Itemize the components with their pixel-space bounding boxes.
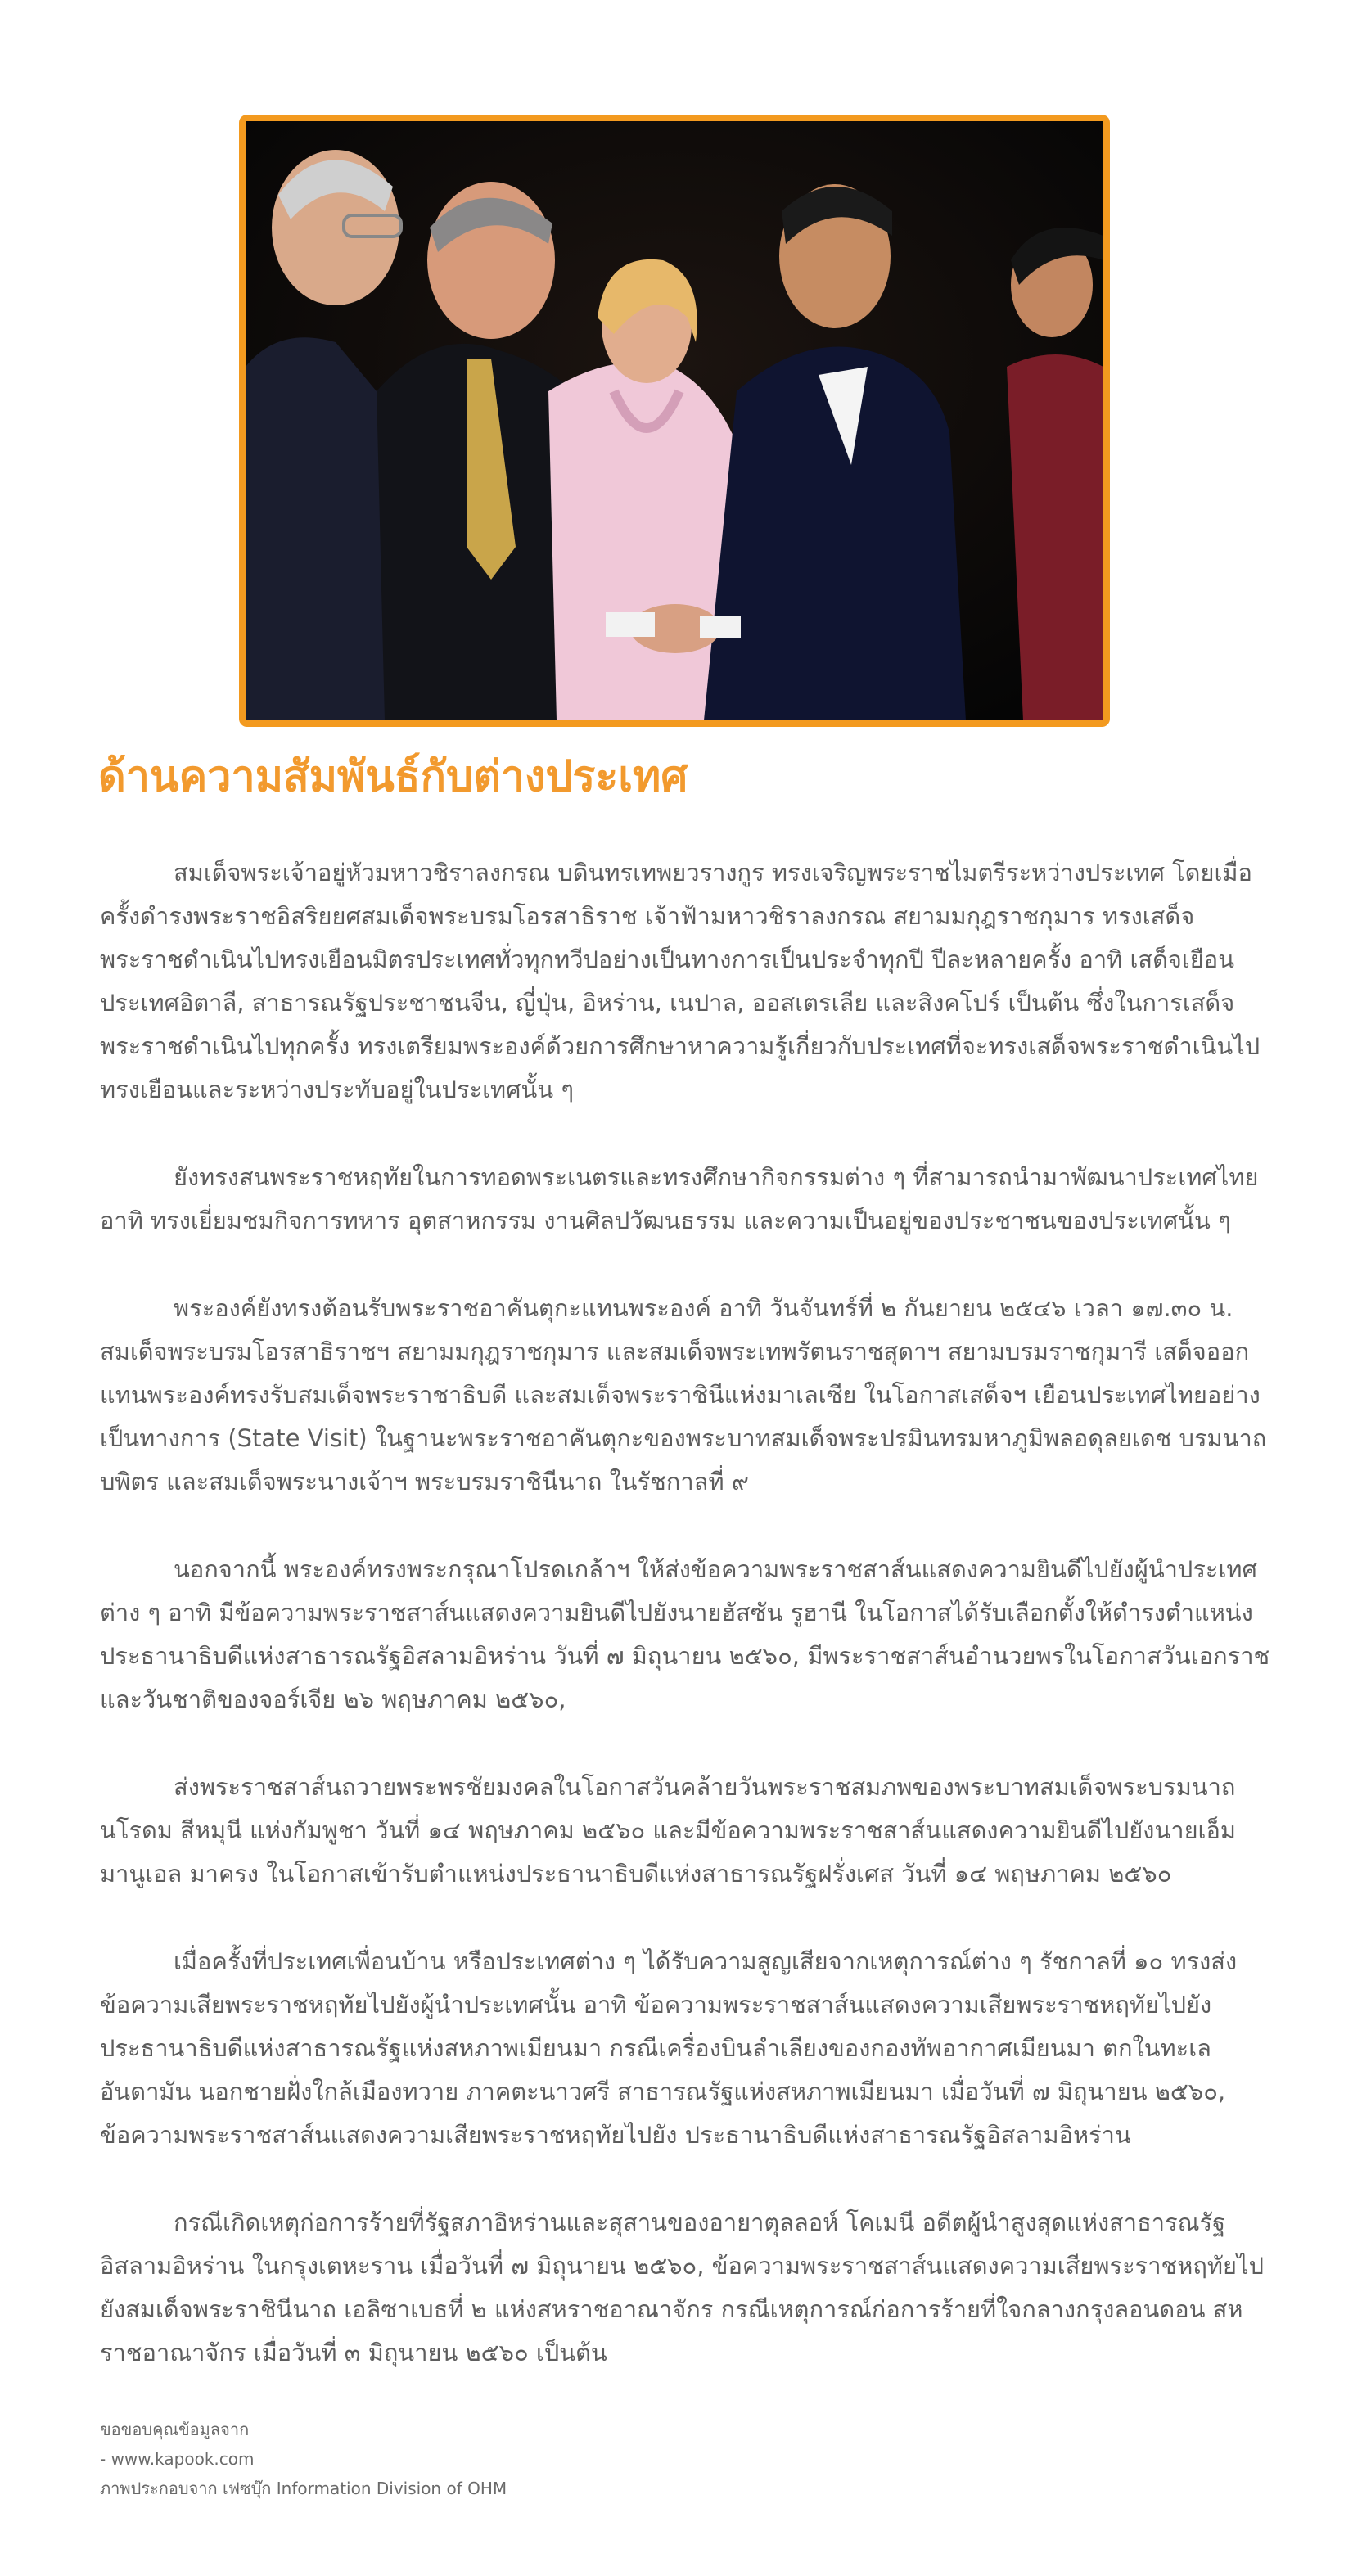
credits-photo-source: ภาพประกอบจาก เฟซบุ๊ก Information Division of OHM — [100, 2479, 507, 2498]
person-right-woman — [1007, 228, 1103, 720]
paragraph: สมเด็จพระเจ้าอยู่หัวมหาวชิราลงกรณ บดินทรเทพยวรางกูร ทรงเจริญพระราชไมตรีระหว่างประเทศ โดยเมื่อครั้งดำรงพระราชอิสริยยศสมเด็จพระบรมโอรสาธิราช เจ้าฟ้ามหาวชิราลงกรณ สยามมกุฎราชกุมาร ทรงเสด็จพระราชดำเนินไปทรงเยือนมิตรประเทศทั่วทุกทวีปอย่างเป็นทางการเป็นประจำทุกปี ปีละหลายครั้ง อาทิ เสด็จเยือนประเทศอิตาลี, สาธารณรัฐประชาชนจีน, ญี่ปุ่น, อิหร่าน, เนปาล, ออสเตรเลีย และสิงคโปร์ เป็นต้น ซึ่งในการเสด็จพระราชดำเนินไปทุกครั้ง ทรงเตรียมพระองค์ด้วยการศึกษาหาความรู้เกี่ยวกับประเทศที่จะทรงเสด็จพระราชดำเนินไปทรงเยือนและระหว่างประทับอยู่ในประเทศนั้น ๆ — [100, 859, 1261, 1103]
credits-heading: ขอขอบคุณข้อมูลจาก — [100, 2420, 250, 2439]
paragraph: นอกจากนี้ พระองค์ทรงพระกรุณาโปรดเกล้าฯ ให้ส่งข้อความพระราชสาส์นแสดงความยินดีไปยังผู้นำประเทศต่าง ๆ อาทิ มีข้อความพระราชสาส์นแสดงความยินดีไปยังนายฮัสซัน รูฮานี ในโอกาสได้รับเลือกตั้งให้ดำรงตำแหน่งประธานาธิบดีแห่งสาธารณรัฐอิสลามอิหร่าน วันที่ ๗ มิถุนายน ๒๕๖๐, มีพระราชสาส์นอำนวยพรในโอกาสวันเอกราชและวันชาติของจอร์เจีย ๒๖ พฤษภาคม ๒๕๖๐, — [100, 1555, 1270, 1713]
source-credits — [100, 2415, 507, 2503]
paragraph: ยังทรงสนพระราชหฤทัยในการทอดพระเนตรและทรงศึกษากิจกรรมต่าง ๆ ที่สามารถนำมาพัฒนาประเทศไทย อาทิ ทรงเยี่ยมชมกิจการทหาร อุตสาหกรรม งานศิลปวัฒนธรรม และความเป็นอยู่ของประชาชนของประเทศนั้น ๆ — [100, 1163, 1259, 1234]
paragraph: เมื่อครั้งที่ประเทศเพื่อนบ้าน หรือประเทศต่าง ๆ ได้รับความสูญเสียจากเหตุการณ์ต่าง ๆ รัชกาลที่ ๑๐ ทรงส่งข้อความเสียพระราชหฤทัยไปยังผู้นำประเทศนั้น อาทิ ข้อความพระราชสาส์นแสดงความเสียพระราชหฤทัยไปยังประธานาธิบดีแห่งสาธารณรัฐแห่งสหภาพเมียนมา กรณีเครื่องบินลำเลียงของกองทัพอากาศเมียนมา ตกในทะเลอันดามัน นอกชายฝั่งใกล้เมืองทวาย ภาคตะนาวศรี สาธารณรัฐแห่งสหภาพเมียนมา เมื่อวันที่ ๗ มิถุนายน ๒๕๖๐, ข้อความพระราชสาส์นแสดงความเสียพระราชหฤทัยไปยัง ประธานาธิบดีแห่งสาธารณรัฐอิสลามอิหร่าน — [100, 1947, 1238, 2149]
credits-source-link[interactable]: - www.kapook.com — [100, 2449, 255, 2469]
featured-photo — [239, 115, 1110, 727]
paragraph: ส่งพระราชสาส์นถวายพระพรชัยมงคลในโอกาสวันคล้ายวันพระราชสมภพของพระบาทสมเด็จพระบรมนาถนโรดม สีหมุนี แห่งกัมพูชา วันที่ ๑๔ พฤษภาคม ๒๕๖๐ และมีข้อความพระราชสาส์นแสดงความยินดีไปยังนายเอ็มมานูเอล มาครง ในโอกาสเข้ารับตำแหน่งประธานาธิบดีแห่งสาธารณรัฐฝรั่งเศส วันที่ ๑๔ พฤษภาคม ๒๕๖๐ — [100, 1773, 1237, 1888]
paragraph: พระองค์ยังทรงต้อนรับพระราชอาคันตุกะแทนพระองค์ อาทิ วันจันทร์ที่ ๒ กันยายน ๒๕๔๖ เวลา ๑๗.๓๐ น. สมเด็จพระบรมโอรสาธิราชฯ สยามมกุฎราชกุมาร และสมเด็จพระเทพรัตนราชสุดาฯ สยามบรมราชกุมารี เสด็จออกแทนพระองค์ทรงรับสมเด็จพระราชาธิบดี และสมเด็จพระราชินีแห่งมาเลเซีย ในโอกาสเสด็จฯ เยือนประเทศไทยอย่างเป็นทางการ (State Visit) ในฐานะพระราชอาคันตุกะของพระบาทสมเด็จพระปรมินทรมหาภูมิพลอดุลยเดช บรมนาถบพิตร และสมเด็จพระนางเจ้าฯ พระบรมราชินีนาถ ในรัชกาลที่ ๙ — [100, 1294, 1267, 1496]
article-body — [100, 851, 1279, 2419]
photo-illustration — [246, 121, 1103, 720]
paragraph: กรณีเกิดเหตุก่อการร้ายที่รัฐสภาอิหร่านและสุสานของอายาตุลลอห์ โคเมนี อดีตผู้นำสูงสุดแห่งสาธารณรัฐอิสลามอิหร่าน ในกรุงเตหะราน เมื่อวันที่ ๗ มิถุนายน ๒๕๖๐, ข้อความพระราชสาส์นแสดงความเสียพระราชหฤทัยไปยังสมเด็จพระราชินีนาถ เอลิซาเบธที่ ๒ แห่งสหราชอาณาจักร กรณีเหตุการณ์ก่อการร้ายที่ใจกลางกรุงลอนดอน สหราชอาณาจักร เมื่อวันที่ ๓ มิถุนายน ๒๕๖๐ เป็นต้น — [100, 2208, 1264, 2366]
page-title: ด้านความสัมพันธ์กับต่างประเทศ — [98, 752, 688, 801]
